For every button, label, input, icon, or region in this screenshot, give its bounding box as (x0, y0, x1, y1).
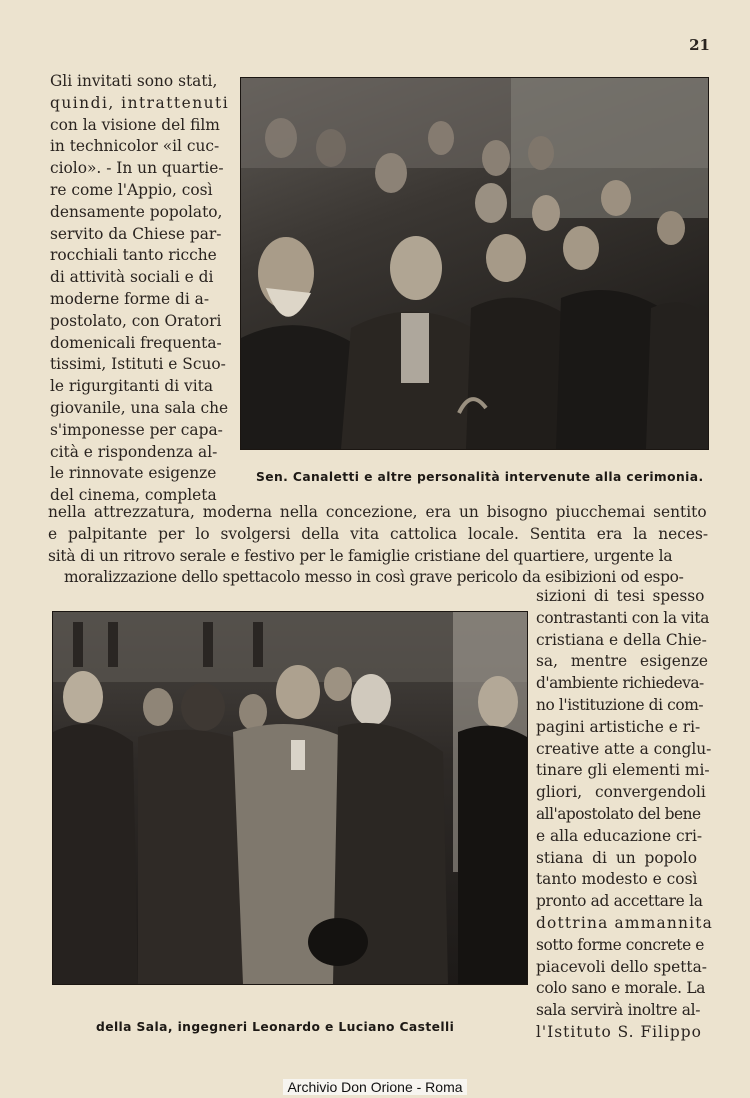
text-line: quindi, intrattenuti (50, 93, 230, 112)
text-line: s'imponesse per capa- (50, 420, 223, 439)
text-line: re come l'Appio, così (50, 180, 213, 199)
text-line: ciolo». - In un quartie- (50, 159, 224, 178)
text-line: creative atte a conglu- (536, 739, 712, 758)
text-line: moralizzazione dello spettacolo messo in così grave pericolo da esibizioni od espo- (64, 568, 684, 587)
text-line: le rinnovate esigenze (50, 464, 217, 483)
text-line: servito da Chiese par- (50, 224, 222, 243)
text-line: Gli invitati sono stati, (50, 72, 218, 90)
text-line: sizioni di tesi spesso (536, 587, 705, 605)
text-line: contrastanti con la vita (536, 608, 710, 627)
text-line: le rigurgitanti di vita (50, 377, 214, 396)
text-line: domenicali frequenta- (50, 333, 222, 352)
text-line: pagini artistiche e ri- (536, 717, 701, 736)
text-line: sità di un ritrovo serale e festivo per le famiglie cristiane del quartiere, urgente la (48, 546, 673, 565)
text-line: e palpitante per lo svolgersi della vita cattolica locale. Sentita era la neces- (48, 524, 709, 543)
text-line: pronto ad accettare la (536, 892, 703, 911)
text-line: densamente popolato, (50, 202, 223, 221)
text-line: di attività sociali e di (50, 268, 214, 287)
archive-footer (0, 1077, 750, 1098)
right-column-text (536, 586, 712, 1044)
text-line: nella attrezzatura, moderna nella concezione, era un bisogno piucchemai sentito (48, 503, 707, 521)
text-line: cità e rispondenza al- (50, 442, 218, 461)
full-width-text (48, 502, 712, 589)
audience-photo-illustration (241, 78, 708, 449)
text-line: all'apostolato del bene (536, 804, 701, 823)
text-line: moderne forme di a- (50, 289, 210, 308)
text-line: sa, mentre esigenze (536, 652, 709, 671)
page-number: 21 (689, 36, 710, 54)
text-line: dottrina ammannita (536, 913, 713, 932)
text-line: piacevoli dello spetta- (536, 957, 707, 976)
text-line: gliori, convergendoli (536, 783, 706, 802)
text-line: sotto forme concrete e (536, 935, 704, 954)
text-line: colo sano e morale. La (536, 979, 706, 998)
text-line: stiana di un popolo (536, 848, 697, 867)
text-line: giovanile, una sala che (50, 398, 229, 417)
archive-footer-text: Archivio Don Orione - Roma (283, 1079, 466, 1095)
text-line: cristiana e della Chie- (536, 630, 707, 649)
text-line: d'ambiente richiedeva- (536, 674, 704, 693)
audience-photo (240, 77, 709, 450)
text-line: no l'istituzione di com- (536, 695, 704, 714)
left-column-text (50, 71, 232, 507)
text-line: tissimi, Istituti e Scuo- (50, 355, 226, 374)
text-line: tanto modesto e così (536, 870, 698, 889)
text-line: in technicolor «il cuc- (50, 137, 220, 156)
text-line: sala servirà inoltre al- (536, 1001, 701, 1020)
text-line: tinare gli elementi mi- (536, 761, 710, 780)
text-line: rocchiali tanto ricche (50, 246, 217, 265)
bottom-photo-caption: della Sala, ingegneri Leonardo e Luciano Castelli (96, 1020, 455, 1034)
text-line: postolato, con Oratori (50, 311, 222, 330)
text-line: con la visione del film (50, 115, 220, 134)
officials-photo (52, 611, 528, 985)
text-line: e alla educazione cri- (536, 826, 703, 845)
top-photo-caption: Sen. Canaletti e altre personalità intervenute alla cerimonia. (256, 470, 704, 484)
text-line: l'Istituto S. Filippo (536, 1022, 702, 1041)
officials-photo-illustration (53, 612, 527, 984)
text-line: del cinema, completa (50, 486, 217, 505)
